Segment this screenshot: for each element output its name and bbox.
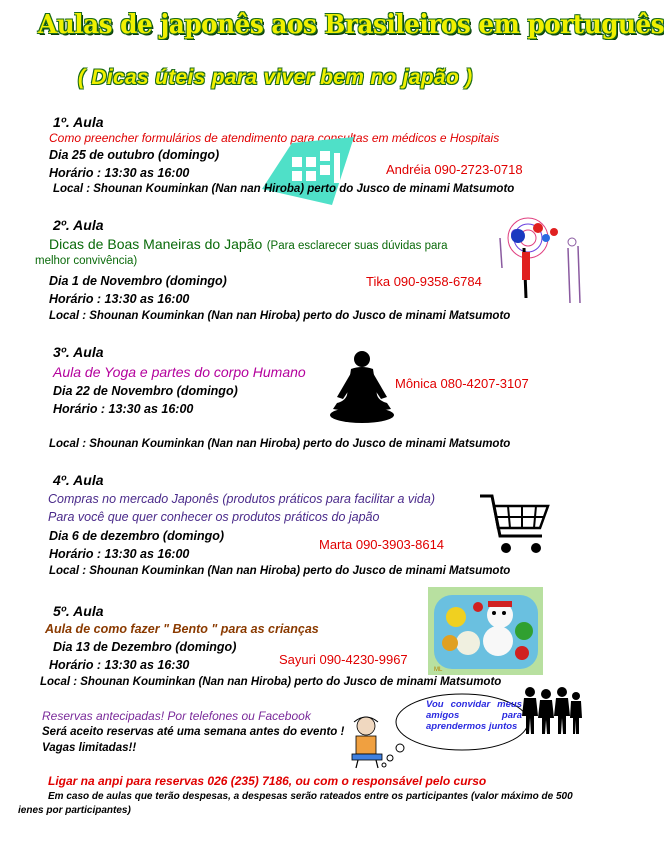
page-subtitle: ( Dicas úteis para viver bem no japão ) bbox=[78, 66, 473, 89]
aula-5-topic: Aula de como fazer " Bento " para as crianças bbox=[45, 622, 319, 636]
reservations-line-2: Será aceito reservas até uma semana antes do evento ! bbox=[42, 726, 345, 738]
aula-1-heading: 1º. Aula bbox=[53, 114, 104, 130]
reservations-line-1: Reservas antecipadas! Por telefones ou Facebook bbox=[42, 709, 311, 723]
aula-3-contact: Mônica 080-4207-3107 bbox=[395, 376, 529, 391]
aula-3-heading: 3º. Aula bbox=[53, 344, 104, 360]
aula-4-topic: Compras no mercado Japonês (produtos práticos para facilitar a vida) bbox=[48, 492, 435, 506]
aula-4-topic-line2: Para você que quer conhecer os produtos práticos do japão bbox=[48, 510, 380, 524]
yoga-meditation-icon bbox=[329, 349, 395, 425]
aula-4-contact: Marta 090-3903-8614 bbox=[319, 537, 445, 552]
page-title: Aulas de japonês aos Brasileiros em português bbox=[38, 10, 664, 40]
aula-2-heading: 2º. Aula bbox=[53, 217, 104, 233]
aula-5-date: Dia 13 de Dezembro (domingo) bbox=[53, 640, 237, 654]
aula-4-date: Dia 6 de dezembro (domingo) bbox=[49, 529, 225, 543]
aula-1-local: Local : Shounan Kouminkan (Nan nan Hiroba) perto do Jusco de minami Matsumoto bbox=[53, 183, 515, 195]
aula-1-contact: Andréia 090-2723-0718 bbox=[386, 162, 523, 177]
aula-1-topic: Como preencher formulários de atendimento para consultas em médicos e Hospitais bbox=[49, 131, 500, 145]
bento-lunchbox-image bbox=[428, 587, 543, 675]
aula-3-local: Local : Shounan Kouminkan (Nan nan Hiroba) perto do Jusco de minami Matsumoto bbox=[49, 438, 511, 450]
aula-4-heading: 4º. Aula bbox=[53, 472, 104, 488]
aula-5-contact: Sayuri 090-4230-9967 bbox=[279, 652, 408, 667]
footer-call: Ligar na anpi para reservas 026 (235) 7186, ou com o responsável pelo curso bbox=[48, 774, 487, 788]
aula-2-contact: Tika 090-9358-6784 bbox=[366, 274, 482, 289]
children-silhouettes-icon bbox=[520, 686, 582, 736]
conversation-people-icon bbox=[488, 208, 588, 308]
aula-3-topic: Aula de Yoga e partes do corpo Humano bbox=[53, 364, 306, 380]
aula-2-topic-line2: melhor convivência) bbox=[35, 255, 138, 267]
aula-2-topic-note: (Para esclarecer suas dúvidas para bbox=[266, 240, 448, 252]
aula-3-date: Dia 22 de Novembro (domingo) bbox=[53, 384, 238, 398]
aula-2-time: Horário : 13:30 as 16:00 bbox=[49, 292, 190, 306]
aula-2-date: Dia 1 de Novembro (domingo) bbox=[49, 274, 227, 288]
svg-text:ML: ML bbox=[434, 667, 443, 673]
aula-4-local: Local : Shounan Kouminkan (Nan nan Hiroba) perto do Jusco de minami Matsumoto bbox=[49, 565, 511, 577]
aula-2-topic bbox=[49, 236, 448, 254]
aula-5-heading: 5º. Aula bbox=[53, 603, 104, 619]
aula-2-local: Local : Shounan Kouminkan (Nan nan Hiroba) perto do Jusco de minami Matsumoto bbox=[49, 310, 511, 322]
footer-costs: Em caso de aulas que terão despesas, a despesas serão rateados entre os participantes (valor máximo de 500 bbox=[48, 791, 573, 802]
footer-costs-line2: ienes por participantes) bbox=[18, 805, 131, 816]
aula-5-local: Local : Shounan Kouminkan (Nan nan Hiroba) perto do Jusco de minami Matsumoto bbox=[40, 676, 502, 688]
aula-2-topic-main: Dicas de Boas Maneiras do Japão bbox=[49, 236, 263, 252]
shopping-cart-icon bbox=[478, 488, 550, 560]
aula-4-time: Horário : 13:30 as 16:00 bbox=[49, 547, 190, 561]
aula-1-date: Dia 25 de outubro (domingo) bbox=[49, 148, 220, 162]
aula-1-time: Horário : 13:30 as 16:00 bbox=[49, 166, 190, 180]
reservations-line-3: Vagas limitadas!! bbox=[42, 742, 137, 754]
aula-3-time: Horário : 13:30 as 16:00 bbox=[53, 402, 194, 416]
speech-bubble-text: Vou convidar meus amigos para aprendermos juntos bbox=[426, 699, 522, 732]
aula-5-time: Horário : 13:30 as 16:30 bbox=[49, 658, 190, 672]
